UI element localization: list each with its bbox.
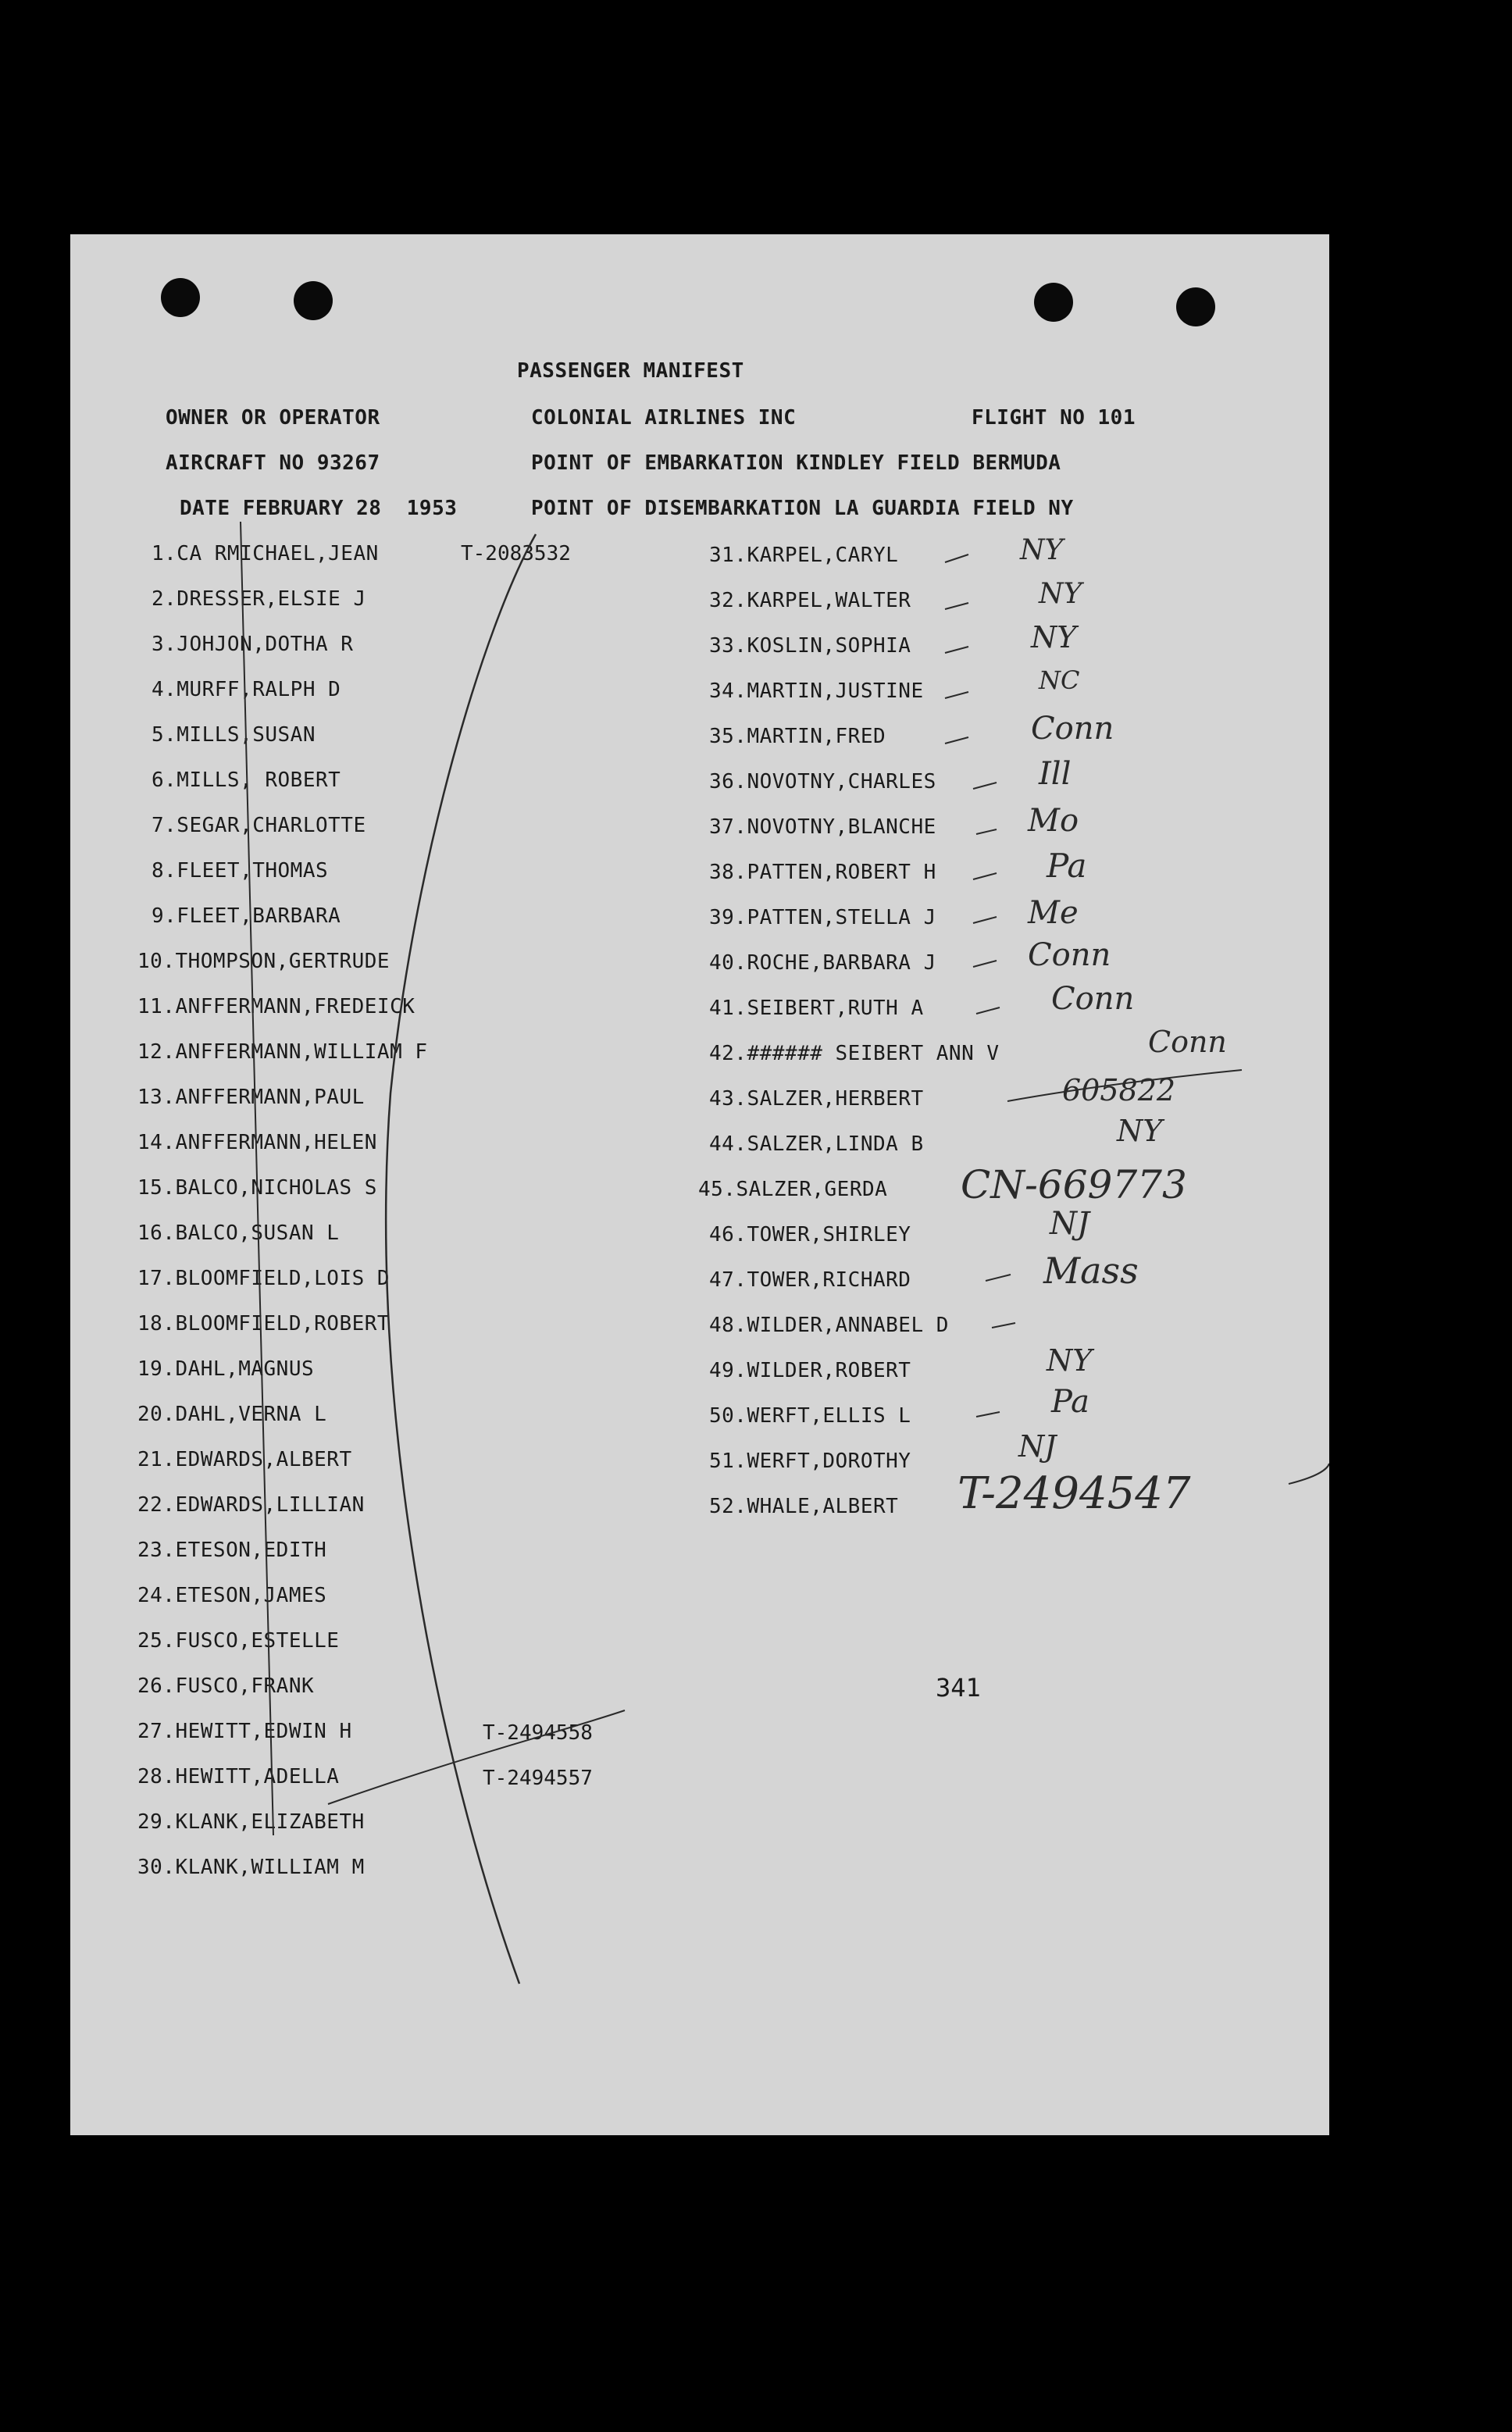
handwritten-note: NY	[1020, 534, 1064, 566]
pen-marks	[70, 234, 1329, 2135]
passenger-entry: 44.SALZER,LINDA B	[709, 1132, 924, 1156]
handwritten-note: Conn	[1028, 937, 1111, 973]
passenger-entry: 7.SEGAR,CHARLOTTE	[152, 814, 366, 837]
passenger-entry: 15.BALCO,NICHOLAS S	[137, 1176, 377, 1200]
handwritten-note: T-2494547	[957, 1468, 1191, 1519]
passenger-entry: 6.MILLS, ROBERT	[152, 768, 341, 792]
passenger-entry: 43.SALZER,HERBERT	[709, 1087, 924, 1111]
passenger-entry: 24.ETESON,JAMES	[137, 1584, 327, 1607]
handwritten-note: Pa	[1047, 847, 1087, 885]
disembarkation-point: POINT OF DISEMBARKATION LA GUARDIA FIELD NY	[531, 497, 1074, 520]
passenger-id-number: T-2494557	[483, 1767, 593, 1790]
passenger-entry: 50.WERFT,ELLIS L	[709, 1404, 911, 1428]
handwritten-note: Pa	[1051, 1384, 1089, 1420]
passenger-entry: 32.KARPEL,WALTER	[709, 589, 911, 612]
passenger-entry: 34.MARTIN,JUSTINE	[709, 679, 924, 703]
passenger-entry: 9.FLEET,BARBARA	[152, 904, 341, 928]
manifest-date: DATE FEBRUARY 28 1953	[180, 497, 458, 520]
handwritten-note: NC	[1039, 665, 1080, 695]
handwritten-note: Conn	[1051, 981, 1135, 1017]
passenger-entry: 40.ROCHE,BARBARA J	[709, 951, 936, 975]
handwritten-note: Conn	[1148, 1025, 1227, 1059]
handwritten-note: Me	[1028, 895, 1079, 931]
passenger-entry: 51.WERFT,DOROTHY	[709, 1450, 911, 1473]
aircraft-number: AIRCRAFT NO 93267	[166, 451, 380, 475]
handwritten-note: 605822	[1062, 1073, 1176, 1107]
passenger-entry: 52.WHALE,ALBERT	[709, 1495, 899, 1518]
passenger-entry: 39.PATTEN,STELLA J	[709, 906, 936, 929]
handwritten-note: NJ	[1050, 1206, 1090, 1242]
manifest-page	[70, 234, 1329, 2135]
passenger-entry: 42.###### SEIBERT ANN V	[709, 1042, 1000, 1065]
passenger-entry: 8.FLEET,THOMAS	[152, 859, 329, 883]
passenger-entry: 28.HEWITT,ADELLA	[137, 1765, 340, 1788]
passenger-entry: 29.KLANK,ELIZABETH	[137, 1810, 365, 1834]
passenger-entry: 3.JOHJON,DOTHA R	[152, 633, 354, 656]
passenger-entry: 31.KARPEL,CARYL	[709, 544, 899, 567]
handwritten-note: NJ	[1018, 1429, 1057, 1464]
passenger-entry: 18.BLOOMFIELD,ROBERT	[137, 1312, 390, 1335]
passenger-entry: 26.FUSCO,FRANK	[137, 1674, 315, 1698]
handwritten-note: NY	[1117, 1114, 1163, 1148]
passenger-entry: 38.PATTEN,ROBERT H	[709, 861, 936, 884]
passenger-entry: 37.NOVOTNY,BLANCHE	[709, 815, 936, 839]
owner-label: OWNER OR OPERATOR	[166, 406, 380, 430]
handwritten-note: Mo	[1028, 803, 1079, 839]
passenger-entry: 46.TOWER,SHIRLEY	[709, 1223, 911, 1246]
passenger-entry: 17.BLOOMFIELD,LOIS D	[137, 1267, 390, 1290]
handwritten-note: NY	[1039, 578, 1082, 610]
passenger-entry: 13.ANFFERMANN,PAUL	[137, 1086, 365, 1109]
handwritten-note: Mass	[1043, 1250, 1139, 1292]
manifest-title: PASSENGER MANIFEST	[517, 359, 744, 383]
handwritten-note: Conn	[1031, 711, 1114, 747]
passenger-entry: 48.WILDER,ANNABEL D	[709, 1314, 949, 1337]
passenger-entry: 30.KLANK,WILLIAM M	[137, 1856, 365, 1879]
passenger-entry: 1.CA RMICHAEL,JEAN	[152, 542, 379, 565]
passenger-entry: 49.WILDER,ROBERT	[709, 1359, 911, 1382]
passenger-entry: 5.MILLS,SUSAN	[152, 723, 316, 747]
passenger-entry: 33.KOSLIN,SOPHIA	[709, 634, 911, 658]
handwritten-note: NY	[1047, 1343, 1093, 1378]
embarkation-point: POINT OF EMBARKATION KINDLEY FIELD BERMUDA	[531, 451, 1061, 475]
handwritten-note: NY	[1031, 620, 1077, 654]
passenger-entry: 11.ANFFERMANN,FREDEICK	[137, 995, 415, 1018]
handwritten-note: CN-669773	[961, 1162, 1187, 1207]
page-number: 341	[936, 1673, 981, 1703]
passenger-entry: 22.EDWARDS,LILLIAN	[137, 1493, 365, 1517]
passenger-entry: 4.MURFF,RALPH D	[152, 678, 341, 701]
passenger-entry: 25.FUSCO,ESTELLE	[137, 1629, 340, 1653]
passenger-entry: 41.SEIBERT,RUTH A	[709, 997, 924, 1020]
passenger-entry: 14.ANFFERMANN,HELEN	[137, 1131, 377, 1154]
handwritten-note: Ill	[1039, 756, 1072, 792]
passenger-entry: 23.ETESON,EDITH	[137, 1539, 327, 1562]
passenger-entry: 21.EDWARDS,ALBERT	[137, 1448, 352, 1471]
passenger-entry: 12.ANFFERMANN,WILLIAM F	[137, 1040, 428, 1064]
passenger-entry: 2.DRESSER,ELSIE J	[152, 587, 366, 611]
passenger-entry: 20.DAHL,VERNA L	[137, 1403, 327, 1426]
passenger-entry: 45.SALZER,GERDA	[698, 1178, 888, 1201]
passenger-entry: 47.TOWER,RICHARD	[709, 1268, 911, 1292]
passenger-entry: 35.MARTIN,FRED	[709, 725, 886, 748]
passenger-entry: 27.HEWITT,EDWIN H	[137, 1720, 352, 1743]
passenger-entry: 19.DAHL,MAGNUS	[137, 1357, 315, 1381]
flight-number: FLIGHT NO 101	[972, 406, 1136, 430]
passenger-id-number: T-2494558	[483, 1721, 593, 1745]
passenger-entry: 10.THOMPSON,GERTRUDE	[137, 950, 390, 973]
passenger-id-number: T-2083532	[461, 542, 571, 565]
passenger-entry: 16.BALCO,SUSAN L	[137, 1221, 340, 1245]
passenger-entry: 36.NOVOTNY,CHARLES	[709, 770, 936, 793]
owner-value: COLONIAL AIRLINES INC	[531, 406, 797, 430]
